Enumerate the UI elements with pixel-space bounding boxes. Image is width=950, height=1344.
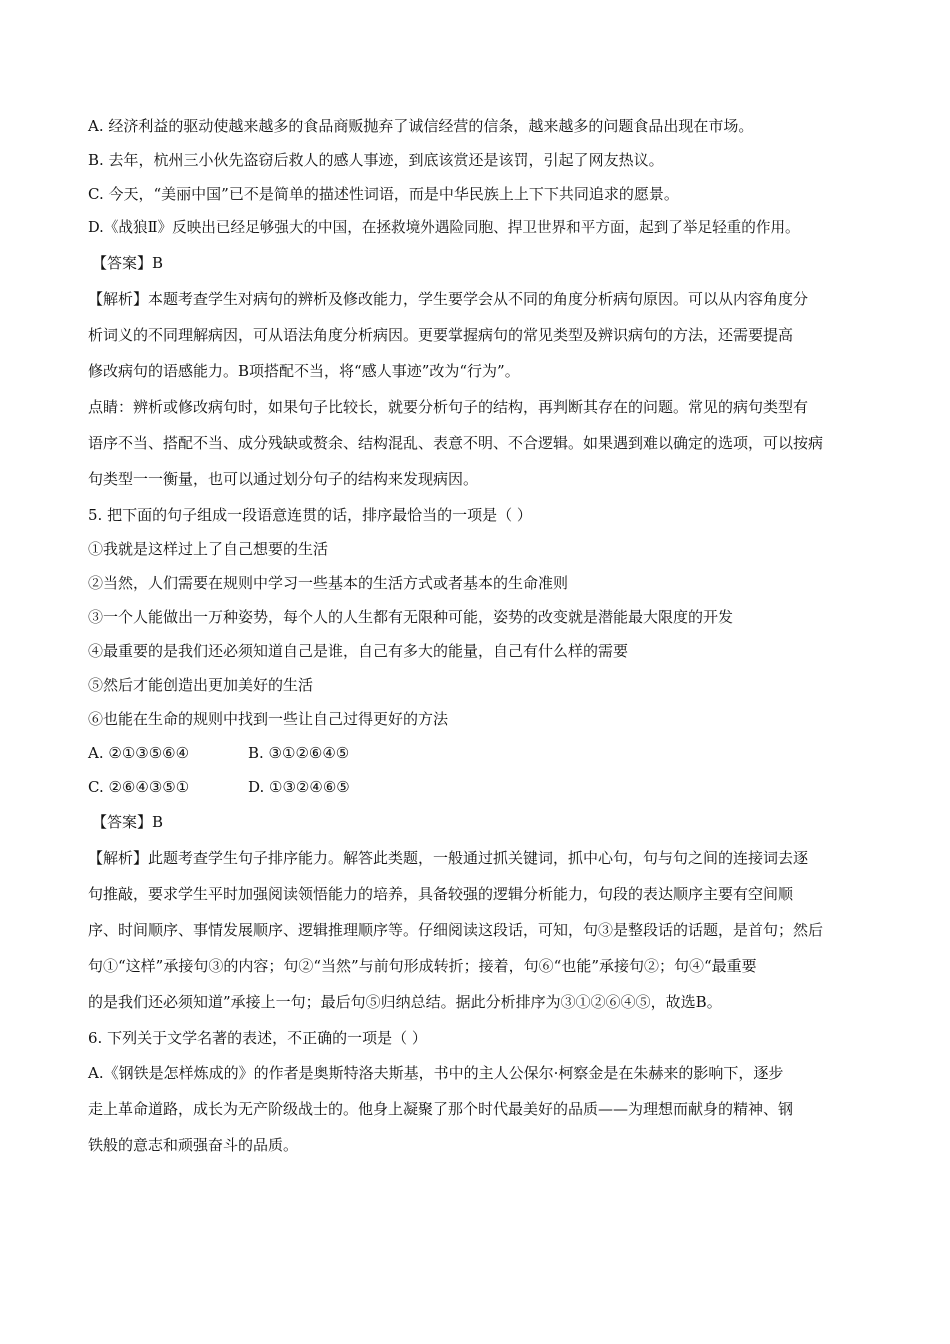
q5-analysis-line-4: 句①“这样”承接句③的内容；句②“当然”与前句形成转折；接着，句⑥“也能”承接句②；句④“最重要 — [88, 957, 757, 975]
q4-tip-line-2: 语序不当、搭配不当、成分残缺或赘余、结构混乱、表意不明、不合逻辑。如果遇到难以确定的选项，可以按病 — [88, 434, 824, 452]
q5-sentence-3: ③一个人能做出一万种姿势，每个人的人生都有无限种可能，姿势的改变就是潜能最大限度的开发 — [88, 608, 734, 626]
q5-analysis-line-3: 序、时间顺序、事情发展顺序、逻辑推理顺序等。仔细阅读这段话，可知，句③是整段话的话题，是首句；然后 — [88, 921, 824, 939]
q5-analysis-line-1: 【解析】此题考查学生句子排序能力。解答此类题，一般通过抓关键词，抓中心句，句与句之间的连接词去逐 — [88, 849, 809, 867]
q5-option-d: D. ①③②④⑥⑤ — [248, 778, 350, 796]
q6-stem: 6. 下列关于文学名著的表述，不正确的一项是（ ） — [88, 1029, 427, 1047]
q5-sentence-1: ①我就是这样过上了自己想要的生活 — [88, 540, 329, 558]
q4-analysis-line-2: 析词义的不同理解病因，可从语法角度分析病因。更要掌握病句的常见类型及辨识病句的方法，还需要提高 — [88, 326, 794, 344]
q5-answer: 【答案】B — [92, 813, 164, 831]
q5-stem: 5. 把下面的句子组成一段语意连贯的话，排序最恰当的一项是（ ） — [88, 506, 532, 524]
q6-option-a-line-2: 走上革命道路，成长为无产阶级战士的。他身上凝聚了那个时代最美好的品质——为理想而献身的精神、钢 — [88, 1100, 794, 1118]
q4-option-c: C. 今天，“美丽中国”已不是简单的描述性词语，而是中华民族上上下下共同追求的愿景。 — [88, 185, 679, 203]
q5-option-a: A. ②①③⑤⑥④ — [88, 744, 190, 762]
q4-analysis-line-3: 修改病句的语感能力。B项搭配不当，将“感人事迹”改为“行为”。 — [88, 362, 520, 380]
q4-answer: 【答案】B — [92, 254, 164, 272]
q6-option-a-line-3: 铁般的意志和顽强奋斗的品质。 — [88, 1136, 299, 1154]
q5-option-c: C. ②⑥④③⑤① — [88, 778, 190, 796]
q5-sentence-5: ⑤然后才能创造出更加美好的生活 — [88, 676, 314, 694]
q4-analysis-line-1: 【解析】本题考查学生对病句的辨析及修改能力，学生要学会从不同的角度分析病句原因。可以从内容角度分 — [88, 290, 809, 308]
q4-option-a: A. 经济利益的驱动使越来越多的食品商贩抛弃了诚信经营的信条，越来越多的问题食品出现在市场。 — [88, 117, 754, 135]
q4-option-b: B. 去年，杭州三小伙先盗窃后救人的感人事迹，到底该赏还是该罚，引起了网友热议。 — [88, 151, 664, 169]
q5-sentence-4: ④最重要的是我们还必须知道自己是谁，自己有多大的能量，自己有什么样的需要 — [88, 642, 629, 660]
q5-sentence-2: ②当然，人们需要在规则中学习一些基本的生活方式或者基本的生命准则 — [88, 574, 569, 592]
q5-sentence-6: ⑥也能在生命的规则中找到一些让自己过得更好的方法 — [88, 710, 449, 728]
q5-analysis-line-5: 的是我们还必须知道”承接上一句；最后句⑤归纳总结。据此分析排序为③①②⑥④⑤，故选B。 — [88, 993, 722, 1011]
q4-tip-line-1: 点睛：辨析或修改病句时，如果句子比较长，就要分析句子的结构，再判断其存在的问题。常见的病句类型有 — [88, 398, 809, 416]
q4-tip-line-3: 句类型一一衡量，也可以通过划分句子的结构来发现病因。 — [88, 470, 479, 488]
q4-option-d: D.《战狼Ⅱ》反映出已经足够强大的中国，在拯救境外遇险同胞、捍卫世界和平方面，起到了举足轻重的作用。 — [88, 219, 800, 236]
q5-option-b: B. ③①②⑥④⑤ — [248, 744, 350, 762]
q6-option-a-line-1: A.《钢铁是怎样炼成的》的作者是奥斯特洛夫斯基，书中的主人公保尔·柯察金是在朱赫来的影响下，逐步 — [88, 1064, 784, 1082]
q5-analysis-line-2: 句推敲，要求学生平时加强阅读领悟能力的培养，具备较强的逻辑分析能力，句段的表达顺序主要有空间顺 — [88, 885, 794, 903]
